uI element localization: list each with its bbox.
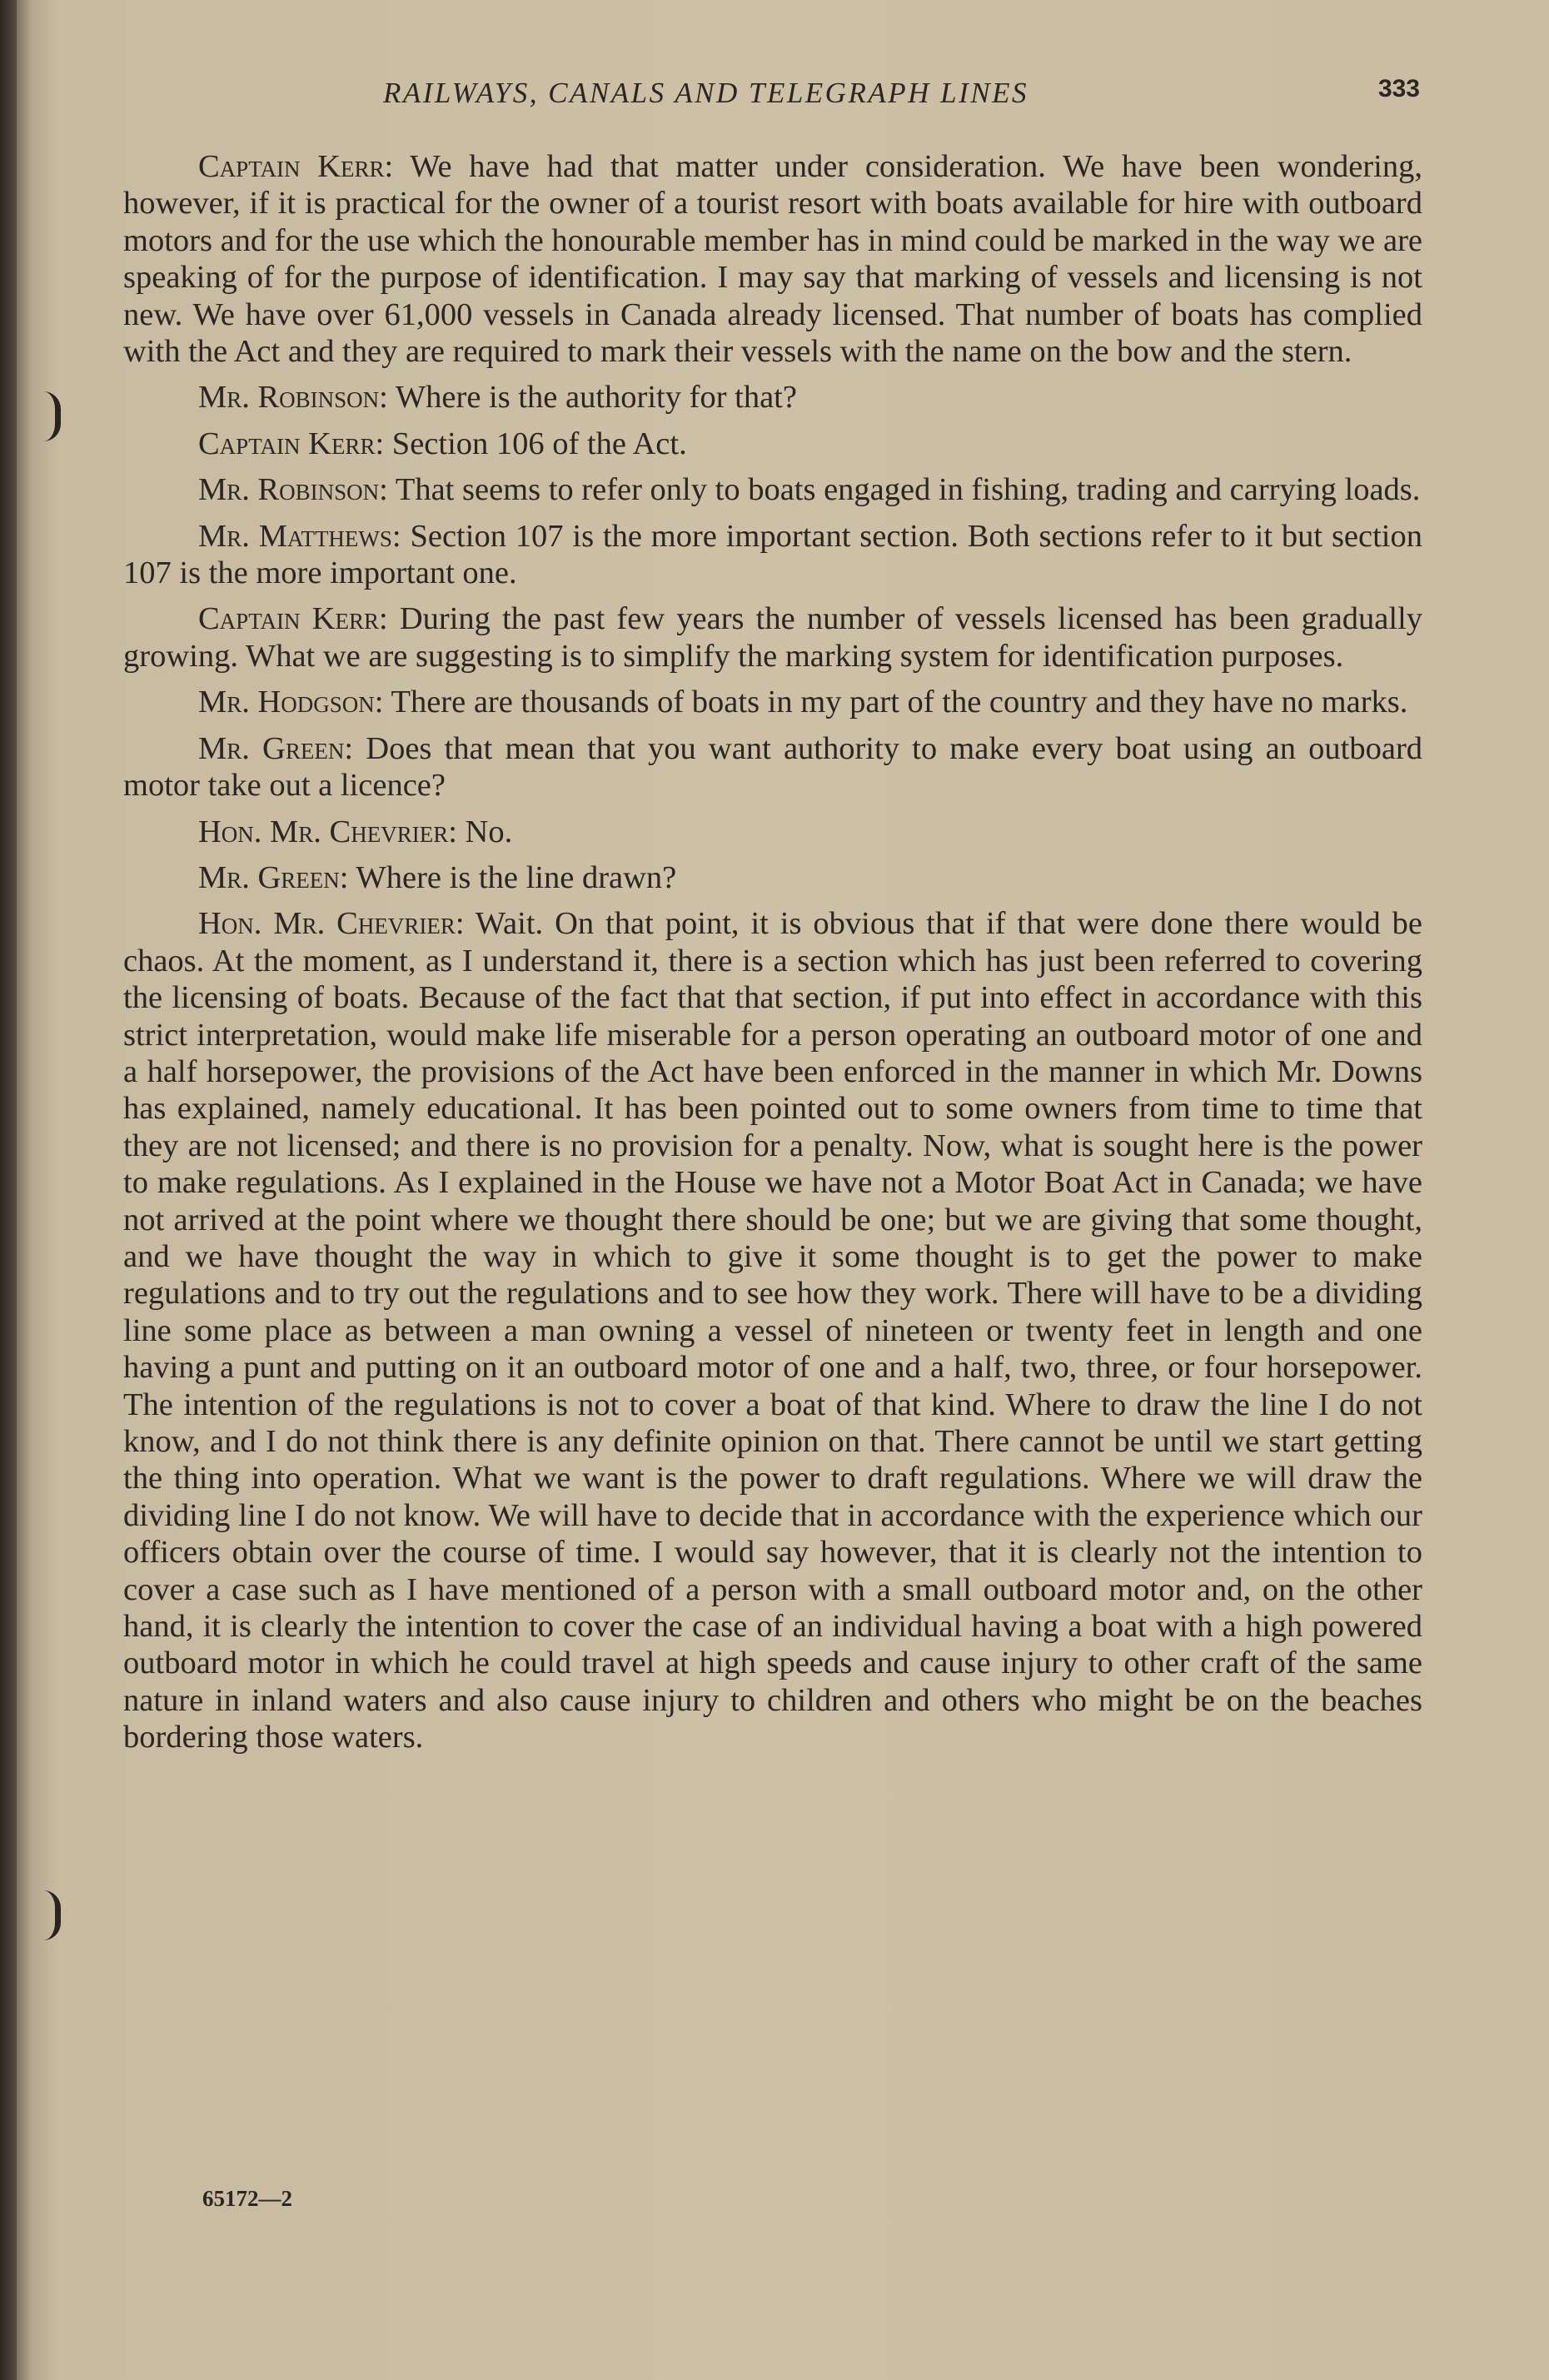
- paragraph-text: No.: [465, 814, 513, 849]
- speaker-name: Captain Kerr:: [198, 601, 388, 637]
- speaker-name: Mr. Robinson:: [198, 472, 388, 508]
- paragraph: [123, 905, 1422, 1755]
- paragraph: [123, 859, 1422, 896]
- book-spine: [0, 0, 17, 2380]
- speaker-name: Mr. Hodgson:: [198, 685, 384, 720]
- speaker-name: Mr. Matthews:: [198, 518, 401, 554]
- paragraph-text: Where is the line drawn?: [356, 859, 677, 895]
- speaker-name: Captain Kerr:: [198, 426, 385, 461]
- signature-mark: 65172—2: [202, 2186, 292, 2211]
- paragraph: [123, 684, 1422, 720]
- paragraph-text: Section 107 is the more important section. Both sections refer to it but section 107 is the more important one.: [123, 518, 1422, 591]
- paragraph: [123, 518, 1422, 592]
- speaker-name: Hon. Mr. Chevrier:: [198, 906, 465, 942]
- transcript-body: [123, 148, 1422, 1765]
- paragraph: [123, 471, 1422, 508]
- paragraph: [123, 379, 1422, 416]
- paragraph-text: There are thousands of boats in my part of the country and they have no marks.: [391, 685, 1408, 720]
- running-title: RAILWAYS, CANALS AND TELEGRAPH LINES: [383, 77, 1029, 109]
- paragraph-text: We have had that matter under consideration. We have been wondering, however, if it is practical for the owner of a tourist resort with boats available for hire with outboard motors and for the use which the honourable member has in mind could be marked in the way we are speaking of for the purpose of identification. I may say that marking of vessels and licensing is not new. We have over 61,000 vessels in Canada already licensed. That number of boats has complied with the Act and they are required to mark their vessels with the name on the bow and the stern.: [123, 149, 1422, 370]
- speaker-name: Captain Kerr:: [198, 149, 394, 184]
- speaker-name: Mr. Green:: [198, 730, 354, 766]
- paragraph-text: Does that mean that you want authority to make every boat using an outboard motor take out a licence?: [123, 730, 1423, 804]
- paragraph-text: That seems to refer only to boats engaged in fishing, trading and carrying loads.: [395, 472, 1421, 508]
- paragraph: [123, 600, 1422, 675]
- page-number: 333: [1377, 75, 1420, 102]
- binding-mark: [43, 1890, 61, 1940]
- speaker-name: Hon. Mr. Chevrier:: [198, 814, 457, 849]
- paragraph: [123, 730, 1422, 804]
- paragraph-text: During the past few years the number of vessels licensed has been gradually growing. What we are suggesting is to simplify the marking system for identification purposes.: [123, 601, 1423, 674]
- paragraph-text: Section 106 of the Act.: [391, 426, 687, 461]
- paragraph: [123, 148, 1422, 370]
- paragraph: [123, 814, 1422, 850]
- speaker-name: Mr. Green:: [198, 859, 349, 895]
- paragraph-text: Where is the authority for that?: [395, 380, 797, 416]
- paragraph-text: Wait. On that point, it is obvious that if that were done there would be chaos. At the moment, as I understand it, there is a section which has just been referred to covering the licensing of boats. Because of the fact that that section, if put into effect in accordance with this strict interpretation, would make life miserable for a person operating an outboard motor of one and a half horsepower, the provisions of the Act have been enforced in the manner in which Mr. Downs has explained, namely educational. It has been pointed out to some owners from time to time that they are not licensed; and there is no provision for a penalty. Now, what is sought here is the power to make regulations. As I explained in the House we have not a Motor Boat Act in Canada; we have not arrived at the point where we thought there should be one; but we are giving that some thought, and we have thought the way in which to give it some thought is to get the power to make regulations and to try out the regulations and to see how they work. There will have to be a dividing line some place as between a man owning a vessel of nineteen or twenty feet in length and one having a punt and putting on it an outboard motor of one and a half, two, three, or four horsepower. The intention of the regulations is not to cover a boat of that kind. Where to draw the line I do not know, and I do not think there is any definite opinion on that. There cannot be until we start getting the thing into operation. What we want is the power to draft regulations. Where we will draw the dividing line I do not know. We will have to decide that in accordance with the experience which our officers obtain over the course of time. I would say however, that it is clearly not the intention to cover a case such as I have mentioned of a person with a small outboard motor and, on the other hand, it is clearly the intention to cover the case of an individual having a boat with a high powered outboard motor in which he could travel at high speeds and cause injury to other craft of the same nature in inland waters and also cause injury to children and others who might be on the beaches bordering those waters.: [123, 906, 1422, 1755]
- speaker-name: Mr. Robinson:: [198, 380, 388, 416]
- running-head: [125, 77, 1420, 115]
- paragraph: [123, 426, 1422, 462]
- binding-mark: [43, 391, 61, 441]
